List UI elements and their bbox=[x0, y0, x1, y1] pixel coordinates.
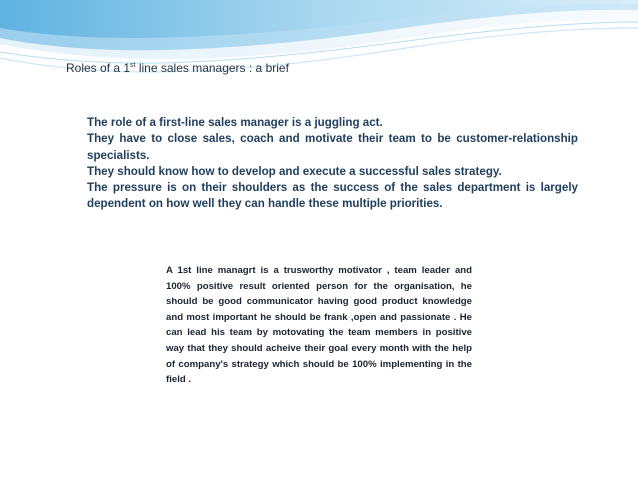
body-paragraph-4: The pressure is on their shoulders as the success of the sales department is largely dependent on how well they can handle these multiple priorities. bbox=[87, 181, 578, 211]
body-paragraph-2: They have to close sales, coach and motivate their team to be customer-relationship specialists. bbox=[87, 132, 578, 162]
title-prefix: Roles of a 1 bbox=[66, 61, 131, 75]
body-paragraph-1: The role of a first-line sales manager is a juggling act. bbox=[87, 116, 383, 129]
title-superscript: st bbox=[130, 62, 136, 69]
slide-title bbox=[66, 60, 289, 76]
manager-description-text: A 1st line managrt is a trusworthy motivator , team leader and 100% positive result oriented person for the organisation, he should be good communicator having good product knowledge and most important he should be frank ,open and passionate . He can lead his team by motovating the team members in positive way that they should acheive their goal every month with the help of company's strategy which should be 100% implementing in the field . bbox=[166, 265, 472, 386]
main-body-text bbox=[87, 115, 578, 213]
header-wave-decoration bbox=[0, 0, 638, 110]
body-paragraph-3: They should know how to develop and execute a successful sales strategy. bbox=[87, 164, 502, 178]
manager-description-box bbox=[166, 263, 472, 388]
title-suffix: line sales managers : a brief bbox=[135, 61, 289, 75]
